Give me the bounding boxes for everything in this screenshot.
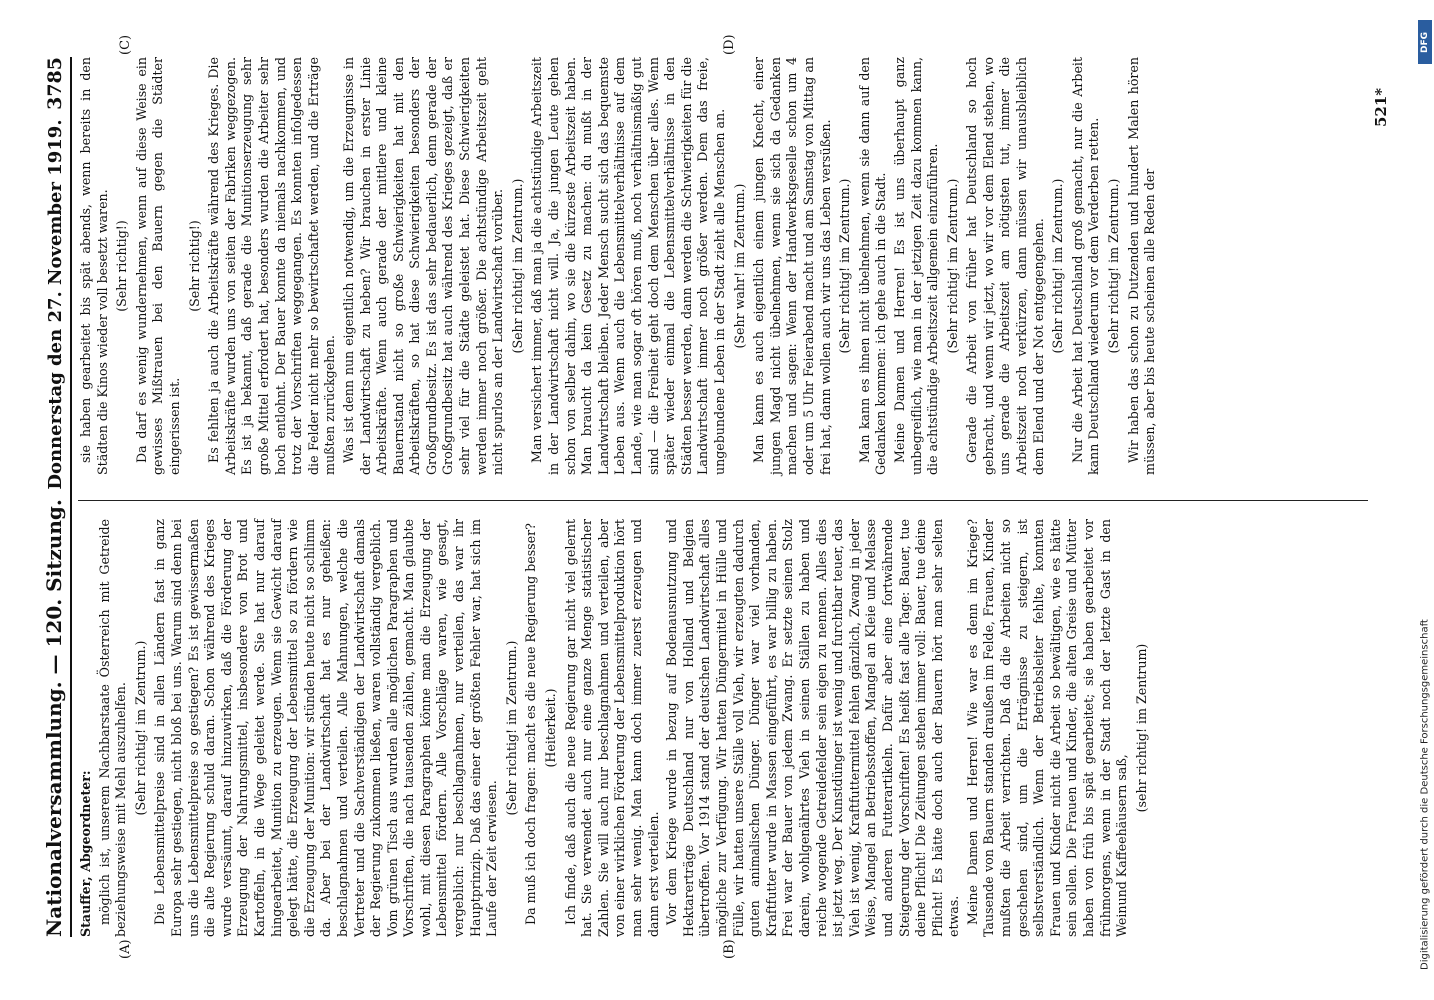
digitization-credit: Digitalisierung gefördert durch die Deutsche Forschungsgemeinschaft xyxy=(1419,619,1431,970)
header-left: Nationalversammlung. — 120. Sitzung. xyxy=(42,499,66,937)
speaker-name: Stauffer, Abgeordneter: xyxy=(78,770,93,937)
rotated-page xyxy=(22,27,1412,967)
paragraph: Da darf es wenig wundernehmen, wenn auf diese Weise ein gewisses Mißtrauen bei den Bauern gegen die Städter eingerissen ist. xyxy=(133,57,182,475)
paragraph: Man kann es auch eigentlich einem jungen Knecht, einer jungen Magd nicht übelnehmen, wenn sie sich da Gedanken machen und sagen: Wenn der Handwerksgeselle schon um 4 oder um 5 Uhr Feierabend macht und am Samstag von Mittag an frei hat, dann wollen auch wir uns das Leben versüßen. xyxy=(751,57,833,475)
interjection: (Sehr richtig! im Zentrum.) xyxy=(503,640,519,816)
paragraph: Was ist denn nun eigentlich notwendig, um die Erzeugnisse in der Landwirtschaft zu heben? Wir brauchen in erster Linie Arbeitskräfte. Wenn auch gerade der mittlere und kleine Bauernstand nicht so große Schwierigkeiten hat mit den Arbeitskräften, so hat diese Schwierigkeiten besonders der Großgrundbesitz. Es ist das sehr bedauerlich, denn gerade der Großgrundbesitz hat auch während des Krieges gezeigt, daß er sehr viel für die Städte geleistet hat. Diese Schwierigkeiten werden immer noch größer. Die achtstündige Arbeitszeit geht nicht spurlos an der Landwirtschaft vorüber. xyxy=(340,57,506,475)
interjection: (Sehr wahr! im Zentrum.) xyxy=(731,183,747,349)
right-column xyxy=(78,57,1161,475)
paragraph: Man versichert immer, daß man ja die achtstündige Arbeitszeit in der Landwirtschaft nicht will. Ja, die jungen Leute gehen schon von selber dahin, wo sie die kürzeste Arbeitszeit haben. Man braucht da kein Gesetz zu machen: du mußt in der Landwirtschaft bleiben. Jeder Mensch sucht sich das bequemste Leben aus. Wenn auch die Lebensmittelverhältnisse auf dem Lande, wie man sogar oft hören muß, noch verhältnismäßig gut sind — die Freiheit geht doch dem Menschen über alles. Wenn später wieder einmal die Lebensmittelverhältnisse in den Städten besser werden, dann werden die Schwierigkeiten für die Landwirtschaft immer noch größer werden. Dem das freie, ungebundene Leben in der Stadt zieht alle Menschen an. xyxy=(529,57,727,475)
paragraph: Ich finde, daß auch die neue Regierung gar nicht viel gelernt hat. Sie verwendet auch nur eine ganze Menge statistischer Zahlen. Sie will auch nur beschlagnahmen und verteilen, aber von einer wirklichen Förderung der Lebensmittelproduktion hört man sehr wenig. Man kann doch immer zuerst erzeugen und dann erst verteilen. xyxy=(562,519,661,937)
paragraph: Wir haben das schon zu Dutzenden und hundert Malen hören müssen, aber bis heute scheinen alle Reden der xyxy=(1125,57,1158,475)
left-column xyxy=(78,519,1153,937)
paragraph: Die Lebensmittelpreise sind in allen Ländern fast in ganz Europa sehr gestiegen, nicht bloß bei uns. Warum sind denn bei uns die Lebensmittelpreise so gestiegen? Es ist gewissermaßen die alte Regierung schuld daran. Schon während des Krieges wurde versäumt, darauf hinzuwirken, daß die Förderung der Erzeugung der Nahrungsmittel, insbesondere von Brot und Kartoffeln, in die Wege geleitet werde. Sie hat nur darauf hingearbeitet, Munition zu erzeugen. Wenn sie Gewicht darauf gelegt hätte, die Erzeugung der Lebensmittel so zu fördern wie die Erzeugung der Munition: wir stünden heute nicht so schlimm da. Aber bei der Landwirtschaft hat es nur geheißen: beschlagnahmen und verteilen. Alle Mahnungen, welche die Vertreter und die Sachverständigen der Landwirtschaft damals der Regierung zukommen ließen, waren vollständig vergeblich. Vom grünen Tisch aus wurden alle möglichen Paragraphen und Vorschriften, die nach tausenden zählen, gemacht. Man glaubte wohl, mit diesen Paragraphen könne man die Erzeugung der Lebensmittel fördern. Alle Vorschläge waren, wie gesagt, vergeblich: nur beschlagnahmen, nur verteilen, das war ihr Hauptprinzip. Daß das einer der größten Fehler war, hat sich im Laufe der Zeit erwiesen. xyxy=(152,519,500,937)
dfg-logo: DFG xyxy=(1418,20,1432,64)
interjection: (Sehr richtig!) xyxy=(186,220,202,312)
interjection: (Heiterkeit.) xyxy=(543,688,559,768)
paragraph: Gerade die Arbeit von früher hat Deutschland so hoch gebracht, und wenn wir jetzt, wo wir vor dem Elend stehen, wo uns gerade die Arbeitszeit am nötigsten tut, immer die Arbeitszeit noch verkürzen, dann müssen wir unausbleiblich dem Elend und der Not entgegengehen. xyxy=(964,57,1046,475)
paragraph: Nur die Arbeit hat Deutschland groß gemacht, nur die Arbeit kann Deutschland wiederum vor dem Verderben retten. xyxy=(1069,57,1102,475)
paragraph: Man kann es ihnen nicht übelnehmen, wenn sie dann auf den Gedanken kommen: ich gehe auch in die Stadt. xyxy=(856,57,889,475)
interjection: (Sehr richtig! im Zentrum.) xyxy=(132,640,148,816)
margin-label-c: (C) xyxy=(118,34,133,55)
interjection: (Sehr richtig!) xyxy=(114,220,130,312)
interjection: (Sehr richtig! im Zentrum.) xyxy=(1106,178,1122,354)
paragraph: Meine Damen und Herren! Es ist uns überhaupt ganz unbegreiflich, wie man in der jetzigen Zeit dazu kommen kann, die achtstündige Arbeitszeit allgemein einzuführen. xyxy=(891,57,941,475)
page-header xyxy=(22,57,72,937)
interjection: (Sehr richtig! im Zentrum.) xyxy=(837,178,853,354)
dfg-credit-strip xyxy=(1418,20,1432,980)
interjection: (Sehr richtig! im Zentrum.) xyxy=(509,178,525,354)
footer-number: 521* xyxy=(1372,87,1390,127)
column-divider xyxy=(78,500,1368,501)
paragraph: sie haben gearbeitet bis spät abends, wenn bereits in den Städten die Kinos wieder voll besetzt waren. xyxy=(78,57,110,475)
page-number: 3785 xyxy=(44,57,66,110)
interjection: (sehr richtig! im Zentrum) xyxy=(1133,643,1149,813)
margin-label-b: (B) xyxy=(722,939,737,959)
interjection: (Sehr richtig! im Zentrum.) xyxy=(944,178,960,354)
paragraph: Es fehlten ja auch die Arbeitskräfte während des Krieges. Die Arbeitskräfte wurden uns von seiten der Fabriken weggezogen. Es ist ja bekannt, daß gerade die Munitionserzeugung sehr große Mittel erfordert hat, besonders wurden die Arbeiter sehr hoch entlohnt. Der Bauer konnte da niemals nachkommen, und trotz der Vorschriften weggegangen. Es konnten infolgedessen die Felder nicht mehr so bewirtschaftet werden, und die Erträge mußten zurückgehen. xyxy=(206,57,338,475)
header-date: Donnerstag den 27. November 1919. xyxy=(45,119,66,490)
margin-label-a: (A) xyxy=(118,939,133,959)
paragraph: Vor dem Kriege wurde in bezug auf Bodenausnutzung und Hektarerträge Deutschland nur von Holland und Belgien übertroffen. Vor 1914 stand der deutschen Landwirtschaft alles mögliche zur Verfügung. Wir hatten Düngermittel in Hülle und Fülle, wir hatten unsere Ställe voll Vieh, wir erzeugten dadurch guten animalischen Dünger. Dünger war viel vorhanden, Kraftfutter wurde in Massen eingeführt, es war billig zu haben. Frei war der Bauer von jedem Zwang. Er setzte seinen Stolz darein, wohlgenährtes Vieh in seinen Ställen zu haben und reiche wogende Getreidefelder sein eigen zu nennen. Alles dies ist jetzt weg. Der Kunstdünger ist wenig und furchtbar teuer, das Vieh ist wenig, Kraftfuttermittel fehlen gänzlich, Zwang in jeder Weise, Mangel an Betriebsstoffen, Mangel an Kleie und Melasse und anderen Futterartikeln. Dafür aber eine fortwährende Steigerung der Vorschriften! Es heißt fast alle Tage: Bauer, tue deine Pflicht! Die Zeitungen stehen immer voll: Bauer, tue deine Pflicht! Es hätte doch auch der Bauern hört man sehr selten etwas. xyxy=(664,519,962,937)
paragraph: Meine Damen und Herren! Wie war es denn im Kriege? Tausende von Bauern standen draußen im Felde, Frauen, Kinder mußten die Arbeit verrichten. Daß da die Arbeiten nicht so geschehen sind, um die Erträgnisse zu steigern, ist selbstverständlich. Wenn der Betriebsleiter fehlte, konnten Frauen und Kinder nicht die Arbeit so bewältigen, wie es hätte sein sollen. Die Frauen und Kinder, die alten Greise und Mütter haben von früh bis spät gearbeitet; sie haben gearbeitet vor frühmorgens, wenn in der Stadt noch der letzte Gast in den Weinund Kaffeehäusern saß, xyxy=(964,519,1130,937)
margin-label-d: (D) xyxy=(722,34,737,55)
interjection: (Sehr richtig! im Zentrum.) xyxy=(1050,178,1066,354)
paragraph: möglich ist, unserem Nachbarstaate Österreich mit Getreide beziehungsweise mit Mehl auszuhelfen. xyxy=(96,519,129,937)
paragraph: Da muß ich doch fragen: macht es die neue Regierung besser? xyxy=(523,523,539,925)
